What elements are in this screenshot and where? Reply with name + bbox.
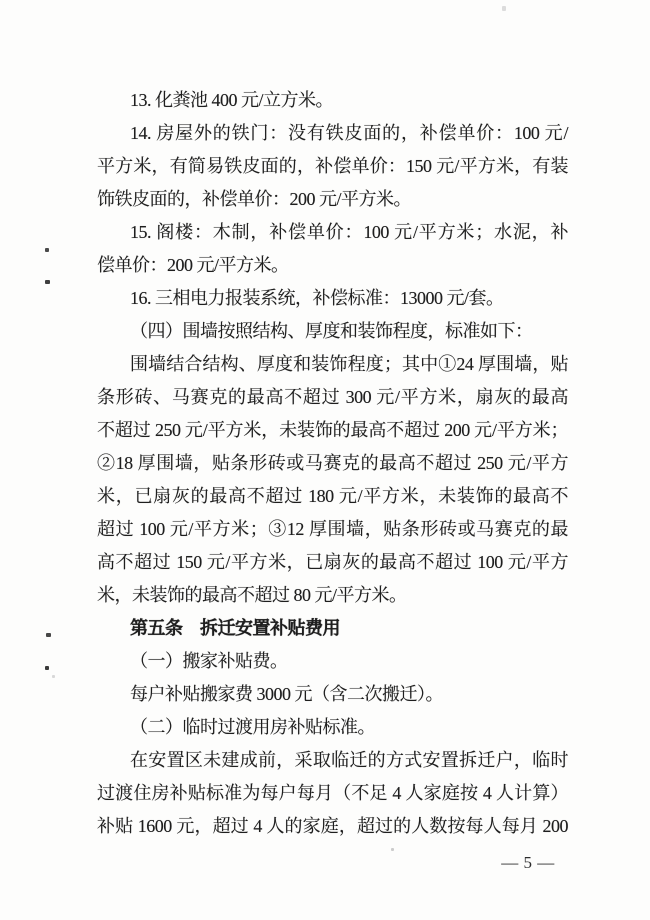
document-text-line: 补贴 1600 元，超过 4 人的家庭，超过的人数按每人每月 200: [97, 816, 568, 836]
scan-speck: [52, 675, 55, 678]
document-text-line: ②18 厚围墙，贴条形砖或马赛克的最高不超过 250 元/平方: [97, 453, 568, 473]
document-text-line: 在安置区未建成前，采取临迁的方式安置拆迁户，临时: [130, 750, 568, 770]
document-body: [97, 84, 568, 843]
document-text-line: 条形砖、马赛克的最高不超过 300 元/平方米，扇灰的最高: [97, 387, 568, 407]
scan-speck: [391, 848, 394, 851]
document-text-line: 每户补贴搬家费 3000 元（含二次搬迁）。: [130, 684, 443, 704]
document-text-line: 偿单价：200 元/平方米。: [97, 255, 289, 275]
document-text-line: （一）搬家补贴费。: [130, 651, 288, 671]
document-text-line: 16. 三相电力报装系统，补偿标准：13000 元/套。: [130, 288, 504, 308]
document-text-line: 15. 阁楼：木制，补偿单价：100 元/平方米；水泥，补: [130, 222, 568, 242]
document-text-line: 13. 化粪池 400 元/立方米。: [130, 90, 334, 110]
document-text-line: 高不超过 150 元/平方米，已扇灰的最高不超过 100 元/平方: [97, 552, 568, 572]
document-text-line: 14. 房屋外的铁门：没有铁皮面的，补偿单价：100 元/: [130, 123, 568, 143]
document-text-line: 过渡住房补贴标准为每户每月（不足 4 人家庭按 4 人计算）: [97, 783, 568, 803]
scan-speck: [45, 280, 50, 284]
document-text-line: 饰铁皮面的，补偿单价：200 元/平方米。: [97, 189, 411, 209]
document-text-line: 米，已扇灰的最高不超过 180 元/平方米，未装饰的最高不: [97, 486, 568, 506]
document-text-line: 超过 100 元/平方米；③12 厚围墙，贴条形砖或马赛克的最: [97, 519, 568, 539]
document-text-line: （四）围墙按照结构、厚度和装饰程度，标准如下：: [130, 321, 533, 341]
document-text-line: 米，未装饰的最高不超过 80 元/平方米。: [97, 585, 407, 605]
scan-speck: [45, 666, 49, 670]
document-text-line: 平方米，有简易铁皮面的，补偿单价：150 元/平方米，有装: [97, 156, 568, 176]
scan-speck: [46, 633, 51, 637]
page-number: — 5 —: [501, 853, 555, 872]
scan-speck: [502, 6, 506, 11]
document-text-line: 不超过 250 元/平方米，未装饰的最高不超过 200 元/平方米；: [97, 420, 568, 440]
scan-speck: [45, 248, 49, 252]
document-text-line: 围墙结合结构、厚度和装饰程度；其中①24 厚围墙，贴: [130, 354, 568, 374]
document-text-line: 第五条 拆迁安置补贴费用: [130, 618, 340, 638]
document-text-line: （二）临时过渡用房补贴标准。: [130, 717, 375, 737]
